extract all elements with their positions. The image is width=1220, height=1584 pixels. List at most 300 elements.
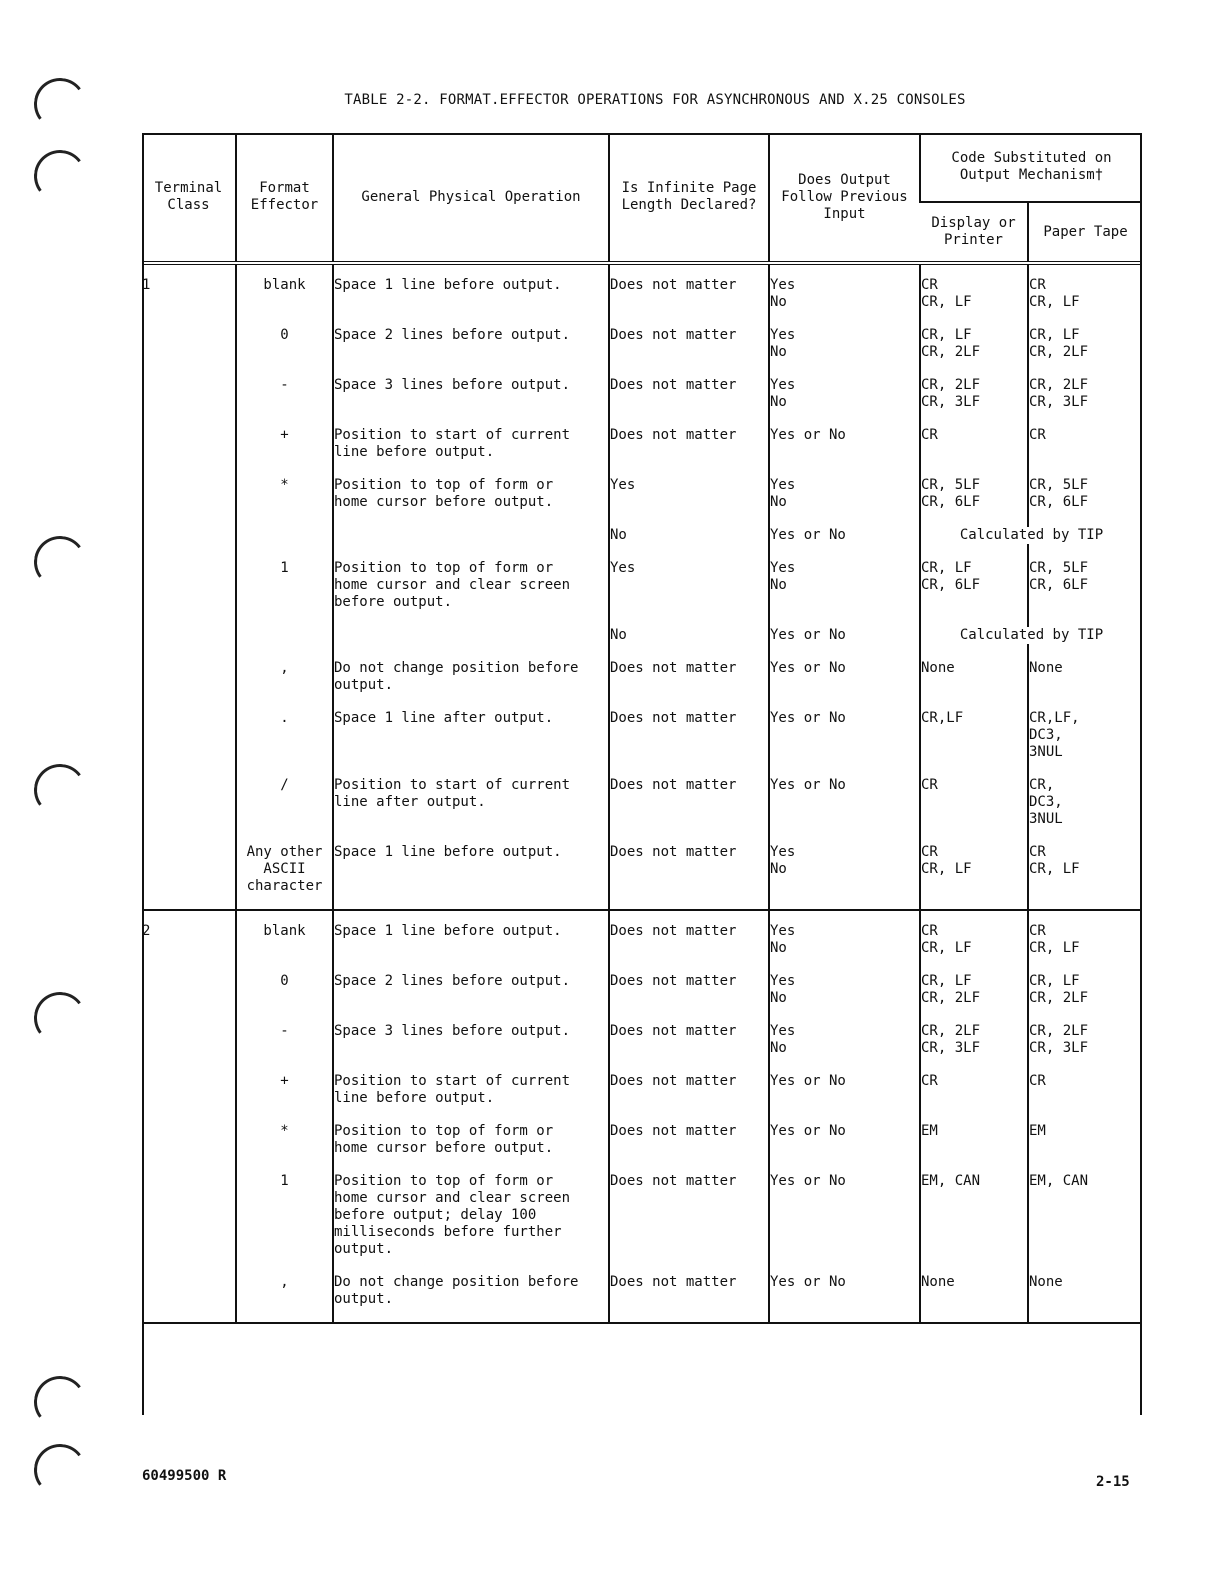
spacer-cell [333,761,609,777]
spacer-cell [920,1157,1028,1173]
row-spacer [142,644,1142,660]
infinite-page-cell: Does not matter [609,1173,769,1258]
spacer-cell [769,461,920,477]
infinite-page-cell: Does not matter [609,910,769,957]
follow-input-cell: Yes or No [769,1173,920,1258]
display-printer-code-cell: EM, CAN [920,1173,1028,1258]
spacer-cell [769,1157,920,1173]
follow-input-cell: Yes No [769,1023,920,1057]
infinite-page-cell: Does not matter [609,777,769,828]
spacer-cell [333,644,609,660]
paper-tape-code-cell: CR [1028,1073,1142,1107]
spacer-cell [333,461,609,477]
spacer-cell [142,1007,236,1023]
binder-hole-mark [31,147,90,206]
spacer-cell [1028,461,1142,477]
paper-tape-code-cell: CR, 5LF CR, 6LF [1028,560,1142,611]
spacer-cell [1028,311,1142,327]
operation-cell [333,527,609,544]
spacer-cell [1028,1057,1142,1073]
paper-tape-code-cell: None [1028,1274,1142,1323]
display-printer-code-cell: CR, LF CR, 2LF [920,327,1028,361]
display-printer-code-cell: CR CR, LF [920,844,1028,910]
spacer-cell [769,511,920,527]
follow-input-cell: Yes No [769,477,920,511]
terminal-class-cell [142,1073,236,1107]
paper-tape-code-cell: None [1028,660,1142,694]
spacer-cell [333,511,609,527]
table-row [142,1173,1142,1258]
spacer-cell [609,461,769,477]
spacer-cell [609,1057,769,1073]
operation-cell: Space 2 lines before output. [333,327,609,361]
spacer-cell [920,1007,1028,1023]
operation-cell: Position to top of form or home cursor before output. [333,477,609,511]
spacer-cell [236,461,333,477]
operation-cell: Do not change position before output. [333,1274,609,1323]
follow-input-cell: Yes No [769,844,920,910]
row-spacer [142,1007,1142,1023]
spacer-cell [609,411,769,427]
follow-input-cell: Yes or No [769,777,920,828]
spacer-cell [236,611,333,627]
row-spacer [142,311,1142,327]
spacer-cell [142,361,236,377]
spacer-cell [1028,411,1142,427]
display-printer-code-cell: CR, LF CR, 2LF [920,973,1028,1007]
calculated-code-cell: Calculated by TIP [920,527,1142,544]
format-effector-cell: 0 [236,973,333,1007]
spacer-cell [333,828,609,844]
spacer-cell [769,1258,920,1274]
follow-input-cell: Yes No [769,377,920,411]
spacer-cell [609,1007,769,1023]
infinite-page-cell: Does not matter [609,377,769,411]
spacer-cell [236,644,333,660]
spacer-cell [609,311,769,327]
infinite-page-cell: Does not matter [609,1023,769,1057]
table-row [142,710,1142,761]
format-effector-cell: / [236,777,333,828]
row-spacer [142,511,1142,527]
display-printer-code-cell: CR [920,777,1028,828]
spacer-cell [333,1007,609,1023]
infinite-page-cell: Does not matter [609,1123,769,1157]
spacer-cell [769,411,920,427]
display-printer-code-cell: CR [920,427,1028,461]
spacer-cell [769,828,920,844]
terminal-class-cell [142,327,236,361]
display-printer-code-cell: EM [920,1123,1028,1157]
format-effector-cell: - [236,377,333,411]
row-spacer [142,828,1142,844]
display-printer-code-cell: CR, LF CR, 6LF [920,560,1028,611]
paper-tape-code-cell: CR, 2LF CR, 3LF [1028,377,1142,411]
header-display-or-printer: Display or Printer [920,202,1028,263]
operation-cell: Position to start of current line before output. [333,1073,609,1107]
spacer-cell [609,1107,769,1123]
spacer-cell [142,694,236,710]
format-effector-cell: + [236,427,333,461]
paper-tape-code-cell: CR [1028,427,1142,461]
spacer-cell [142,411,236,427]
spacer-cell [236,511,333,527]
display-printer-code-cell: CR, 2LF CR, 3LF [920,1023,1028,1057]
format-effector-cell: , [236,660,333,694]
paper-tape-code-cell: CR CR, LF [1028,844,1142,910]
table-row [142,560,1142,611]
spacer-cell [920,761,1028,777]
terminal-class-cell [142,1023,236,1057]
spacer-cell [609,1258,769,1274]
terminal-class-cell [142,527,236,544]
terminal-class-cell [142,477,236,511]
row-spacer [142,1258,1142,1274]
format-effector-cell: * [236,1123,333,1157]
spacer-cell [920,957,1028,973]
follow-input-cell: Yes or No [769,710,920,761]
infinite-page-cell: Does not matter [609,1073,769,1107]
operation-cell: Space 3 lines before output. [333,1023,609,1057]
display-printer-code-cell: CR, 5LF CR, 6LF [920,477,1028,511]
header-format-effector: Format Effector [236,133,333,263]
format-effector-cell: . [236,710,333,761]
spacer-cell [333,611,609,627]
format-effector-cell: 1 [236,1173,333,1258]
spacer-cell [236,694,333,710]
spacer-cell [333,361,609,377]
operation-cell: Space 1 line after output. [333,710,609,761]
operation-cell: Space 3 lines before output. [333,377,609,411]
spacer-cell [236,828,333,844]
terminal-class-cell [142,660,236,694]
table-row [142,377,1142,411]
format-effector-cell: 1 [236,560,333,611]
header-output-follow-input: Does Output Follow Previous Input [769,133,920,263]
table-row [142,777,1142,828]
paper-tape-code-cell: CR CR, LF [1028,910,1142,957]
spacer-cell [609,544,769,560]
operation-cell: Position to top of form or home cursor before output. [333,1123,609,1157]
paper-tape-code-cell: CR, 5LF CR, 6LF [1028,477,1142,511]
table-row [142,477,1142,511]
follow-input-cell: Yes No [769,973,920,1007]
spacer-cell [142,511,236,527]
format-effector-cell: + [236,1073,333,1107]
row-spacer [142,611,1142,627]
display-printer-code-cell: CR [920,1073,1028,1107]
row-spacer [142,1057,1142,1073]
spacer-cell [1028,511,1142,527]
format-effector-cell: blank [236,910,333,957]
paper-tape-code-cell: EM [1028,1123,1142,1157]
terminal-class-cell [142,1274,236,1323]
terminal-class-cell [142,627,236,644]
follow-input-cell: Yes or No [769,627,920,644]
display-printer-code-cell: CR, 2LF CR, 3LF [920,377,1028,411]
spacer-cell [769,761,920,777]
spacer-cell [1028,611,1142,627]
operation-cell: Space 2 lines before output. [333,973,609,1007]
header-code-substituted: Code Substituted on Output Mechanism† [920,133,1142,202]
follow-input-cell: Yes No [769,263,920,311]
operation-cell [333,627,609,644]
spacer-cell [769,311,920,327]
display-printer-code-cell: CR CR, LF [920,263,1028,311]
spacer-cell [142,1107,236,1123]
infinite-page-cell: Does not matter [609,263,769,311]
infinite-page-cell: Does not matter [609,973,769,1007]
spacer-cell [920,544,1028,560]
spacer-cell [333,957,609,973]
follow-input-cell: Yes or No [769,427,920,461]
infinite-page-cell: No [609,527,769,544]
infinite-page-cell: Does not matter [609,844,769,910]
spacer-cell [236,1157,333,1173]
spacer-cell [920,1057,1028,1073]
spacer-cell [920,611,1028,627]
spacer-cell [236,761,333,777]
spacer-cell [920,361,1028,377]
operation-cell: Position to start of current line after output. [333,777,609,828]
operation-cell: Space 1 line before output. [333,910,609,957]
row-spacer [142,957,1142,973]
display-printer-code-cell: CR CR, LF [920,910,1028,957]
operation-cell: Position to start of current line before output. [333,427,609,461]
row-spacer [142,1107,1142,1123]
table-row [142,1023,1142,1057]
spacer-cell [769,957,920,973]
spacer-cell [142,544,236,560]
spacer-cell [920,461,1028,477]
header-infinite-page-length: Is Infinite Page Length Declared? [609,133,769,263]
table-row [142,327,1142,361]
spacer-cell [920,694,1028,710]
spacer-cell [333,411,609,427]
table-row [142,427,1142,461]
header-general-physical-operation: General Physical Operation [333,133,609,263]
format-effector-cell: 0 [236,327,333,361]
operation-cell: Space 1 line before output. [333,844,609,910]
spacer-cell [1028,957,1142,973]
follow-input-cell: Yes or No [769,1274,920,1323]
paper-tape-code-cell: CR, LF CR, 2LF [1028,973,1142,1007]
spacer-cell [609,828,769,844]
spacer-cell [236,411,333,427]
spacer-cell [609,644,769,660]
table-row [142,263,1142,311]
infinite-page-cell: Yes [609,560,769,611]
spacer-cell [769,644,920,660]
document-number: 60499500 R [142,1468,227,1484]
table-row [142,627,1142,644]
spacer-cell [333,1157,609,1173]
paper-tape-code-cell: CR CR, LF [1028,263,1142,311]
spacer-cell [769,1057,920,1073]
follow-input-cell: Yes or No [769,660,920,694]
infinite-page-cell: Yes [609,477,769,511]
paper-tape-code-cell: CR, 2LF CR, 3LF [1028,1023,1142,1057]
spacer-cell [609,761,769,777]
operation-cell: Space 1 line before output. [333,263,609,311]
operation-cell: Position to top of form or home cursor and clear screen before output; delay 100 milliseconds before further output. [333,1173,609,1258]
spacer-cell [1028,644,1142,660]
format-effector-cell: , [236,1274,333,1323]
spacer-cell [1028,544,1142,560]
row-spacer [142,761,1142,777]
table-row [142,1274,1142,1323]
infinite-page-cell: Does not matter [609,710,769,761]
infinite-page-cell: Does not matter [609,427,769,461]
spacer-cell [1028,761,1142,777]
row-spacer [142,544,1142,560]
row-spacer [142,361,1142,377]
spacer-cell [769,544,920,560]
format-effector-table [142,133,1142,1324]
spacer-cell [142,957,236,973]
terminal-class-cell [142,973,236,1007]
follow-input-cell: Yes or No [769,527,920,544]
spacer-cell [920,1258,1028,1274]
spacer-cell [142,311,236,327]
spacer-cell [142,828,236,844]
binder-hole-mark [31,989,90,1048]
spacer-cell [769,1107,920,1123]
operation-cell: Do not change position before output. [333,660,609,694]
spacer-cell [333,544,609,560]
spacer-cell [1028,1157,1142,1173]
spacer-cell [236,1107,333,1123]
spacer-cell [142,461,236,477]
table-row [142,1123,1142,1157]
operation-cell: Position to top of form or home cursor and clear screen before output. [333,560,609,611]
spacer-cell [1028,1007,1142,1023]
row-spacer [142,411,1142,427]
spacer-cell [142,611,236,627]
spacer-cell [333,1057,609,1073]
spacer-cell [920,644,1028,660]
spacer-cell [769,361,920,377]
table-body [142,263,1142,1323]
row-spacer [142,461,1142,477]
spacer-cell [609,1157,769,1173]
spacer-cell [236,1007,333,1023]
display-printer-code-cell: None [920,660,1028,694]
spacer-cell [920,1107,1028,1123]
page-title: TABLE 2-2. FORMAT.EFFECTOR OPERATIONS FOR ASYNCHRONOUS AND X.25 CONSOLES [344,92,966,108]
table-row [142,973,1142,1007]
display-printer-code-cell: None [920,1274,1028,1323]
spacer-cell [142,1157,236,1173]
spacer-cell [1028,1107,1142,1123]
format-effector-cell [236,627,333,644]
format-effector-cell [236,527,333,544]
spacer-cell [609,611,769,627]
row-spacer [142,1157,1142,1173]
spacer-cell [920,511,1028,527]
row-spacer [142,694,1142,710]
display-printer-code-cell: CR,LF [920,710,1028,761]
terminal-class-cell [142,1173,236,1258]
binder-hole-mark [31,1441,90,1500]
infinite-page-cell: Does not matter [609,660,769,694]
spacer-cell [236,311,333,327]
spacer-cell [1028,1258,1142,1274]
spacer-cell [920,411,1028,427]
spacer-cell [1028,828,1142,844]
calculated-code-cell: Calculated by TIP [920,627,1142,644]
follow-input-cell: Yes or No [769,1123,920,1157]
spacer-cell [609,694,769,710]
terminal-class-cell: 1 [142,277,151,293]
paper-tape-code-cell: CR,LF, DC3, 3NUL [1028,710,1142,761]
terminal-class-cell [142,560,236,611]
spacer-cell [769,694,920,710]
follow-input-cell: Yes No [769,910,920,957]
header-terminal-class: Terminal Class [142,133,236,263]
page-number: 2-15 [1096,1474,1130,1490]
paper-tape-code-cell: CR, DC3, 3NUL [1028,777,1142,828]
spacer-cell [236,1057,333,1073]
binder-hole-mark [31,1373,90,1432]
table-row [142,527,1142,544]
infinite-page-cell: Does not matter [609,327,769,361]
table-row [142,910,1142,957]
spacer-cell [609,957,769,973]
follow-input-cell: Yes No [769,327,920,361]
format-effector-cell: Any other ASCII character [236,844,333,910]
terminal-class-cell: 2 [142,923,151,939]
header-paper-tape: Paper Tape [1028,202,1142,263]
spacer-cell [1028,361,1142,377]
spacer-cell [142,644,236,660]
terminal-class-cell [142,844,236,910]
spacer-cell [333,311,609,327]
table-row [142,660,1142,694]
spacer-cell [142,761,236,777]
spacer-cell [920,311,1028,327]
terminal-class-cell [142,377,236,411]
terminal-class-cell [142,710,236,761]
spacer-cell [142,1057,236,1073]
terminal-class-cell [142,777,236,828]
follow-input-cell: Yes No [769,560,920,611]
spacer-cell [333,1258,609,1274]
binder-hole-mark [31,533,90,592]
paper-tape-code-cell: EM, CAN [1028,1173,1142,1258]
format-effector-cell: blank [236,263,333,311]
spacer-cell [236,361,333,377]
spacer-cell [333,694,609,710]
spacer-cell [333,1107,609,1123]
infinite-page-cell: No [609,627,769,644]
spacer-cell [920,828,1028,844]
format-effector-cell: - [236,1023,333,1057]
terminal-class-cell [142,1123,236,1157]
format-effector-cell: * [236,477,333,511]
spacer-cell [236,544,333,560]
table-row [142,1073,1142,1107]
binder-hole-mark [31,761,90,820]
table-row [142,844,1142,910]
spacer-cell [236,957,333,973]
terminal-class-cell [142,427,236,461]
spacer-cell [236,1258,333,1274]
paper-tape-code-cell: CR, LF CR, 2LF [1028,327,1142,361]
follow-input-cell: Yes or No [769,1073,920,1107]
spacer-cell [142,1258,236,1274]
spacer-cell [769,611,920,627]
